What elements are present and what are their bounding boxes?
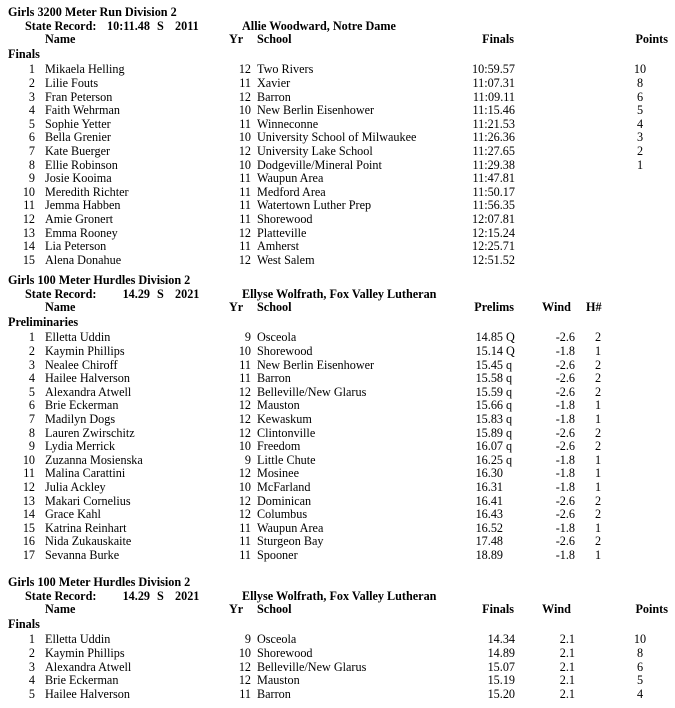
result-yr: 12 <box>238 89 251 104</box>
result-wind: -2.6 <box>555 330 575 345</box>
result-wind: -2.6 <box>555 534 575 549</box>
result-place: 3 <box>28 89 35 104</box>
header-mark: Finals <box>482 32 514 47</box>
result-name: Elletta Uddin <box>45 330 111 345</box>
result-school: Mosinee <box>257 466 299 481</box>
result-name: Lauren Zwirschitz <box>45 425 135 440</box>
result-name: Ellie Robinson <box>45 157 118 172</box>
result-wind: -1.8 <box>555 480 575 494</box>
result-mark: 16.25 <box>475 452 503 467</box>
result-place: 9 <box>28 439 35 454</box>
result-name: Meredith Richter <box>45 184 129 199</box>
result-wind: 2.1 <box>559 632 575 647</box>
result-yr: 10 <box>238 130 251 145</box>
result-qualifier: q <box>506 384 513 399</box>
result-mark: 16.41 <box>475 493 503 508</box>
result-heat: 1 <box>594 480 602 494</box>
result-mark: 11:09.11 <box>472 89 515 104</box>
result-yr: 12 <box>238 384 251 399</box>
result-mark: 15.07 <box>487 659 515 674</box>
result-name: Kaymin Phillips <box>45 344 125 358</box>
result-mark: 15.45 <box>475 357 503 372</box>
result-name: Makari Cornelius <box>45 493 131 508</box>
result-place: 10 <box>22 452 35 467</box>
result-name: Brie Eckerman <box>45 398 119 413</box>
result-name: Mikaela Helling <box>45 62 125 77</box>
result-heat: 2 <box>594 425 602 440</box>
result-mark: 16.31 <box>475 480 503 494</box>
result-place: 2 <box>28 646 35 660</box>
result-name: Hailee Halverson <box>45 371 130 386</box>
header-name: Name <box>45 32 76 47</box>
result-qualifier <box>506 521 518 535</box>
result-points <box>625 239 655 253</box>
result-points <box>625 171 655 185</box>
result-yr: 11 <box>239 520 251 535</box>
record-time: 14.29 <box>122 588 150 603</box>
round-label: Preliminaries <box>8 314 79 329</box>
result-yr: 11 <box>239 171 251 186</box>
result-name: Bella Grenier <box>45 130 111 145</box>
result-yr: 11 <box>239 534 251 549</box>
result-qualifier: q <box>506 425 513 440</box>
result-qualifier: Q <box>506 344 515 358</box>
record-label: State Record: <box>25 18 97 33</box>
record-flag: S <box>157 18 164 33</box>
header-mark: Finals <box>482 602 514 617</box>
header-mark: Prelims <box>474 300 514 315</box>
result-mark: 12:51.52 <box>472 252 515 267</box>
header-wind: Wind <box>542 300 571 315</box>
result-school: Amherst <box>257 239 299 254</box>
result-wind: -2.6 <box>555 371 575 386</box>
event-title: Girls 100 Meter Hurdles Division 2 <box>8 273 191 287</box>
result-name: Kaymin Phillips <box>45 646 125 660</box>
result-yr: 11 <box>239 239 251 254</box>
result-wind: 2.1 <box>559 686 575 701</box>
result-mark: 16.07 <box>475 439 503 454</box>
result-wind: -1.8 <box>555 412 575 426</box>
result-yr: 10 <box>238 157 251 172</box>
result-yr: 12 <box>238 493 251 508</box>
result-place: 15 <box>22 252 35 267</box>
result-mark: 17.48 <box>475 534 503 549</box>
result-school: Dodgeville/Mineral Point <box>257 157 382 172</box>
result-mark: 15.19 <box>487 673 515 688</box>
result-place: 5 <box>28 384 35 399</box>
result-mark: 15.20 <box>487 686 515 701</box>
record-holder: Allie Woodward, Notre Dame <box>242 18 396 33</box>
result-wind: -2.6 <box>555 493 575 508</box>
record-holder: Ellyse Wolfrath, Fox Valley Lutheran <box>242 286 437 301</box>
result-school: Dominican <box>257 493 312 508</box>
result-yr: 12 <box>238 425 251 440</box>
result-school: Clintonville <box>257 425 316 440</box>
result-heat: 2 <box>594 534 602 549</box>
result-place: 11 <box>23 198 35 213</box>
result-name: Katrina Reinhart <box>45 520 127 535</box>
result-wind: -2.6 <box>555 357 575 372</box>
header-points: Points <box>635 32 668 47</box>
result-mark: 12:07.81 <box>472 212 515 226</box>
result-place: 4 <box>28 103 35 118</box>
result-mark: 11:21.53 <box>472 116 515 131</box>
result-wind: -2.6 <box>555 384 575 399</box>
result-points: 5 <box>636 103 644 118</box>
result-name: Lilie Fouts <box>45 76 99 90</box>
result-place: 12 <box>22 212 35 226</box>
result-mark: 16.43 <box>475 507 503 522</box>
result-points: 2 <box>636 144 644 158</box>
result-school: Waupun Area <box>257 520 324 535</box>
result-heat: 2 <box>594 507 602 522</box>
result-heat: 1 <box>594 520 602 535</box>
result-name: Julia Ackley <box>45 480 106 494</box>
result-place: 7 <box>28 412 35 426</box>
result-name: Josie Kooima <box>45 171 112 186</box>
result-wind: -1.8 <box>555 344 575 358</box>
result-place: 3 <box>28 357 35 372</box>
result-wind: -2.6 <box>555 507 575 522</box>
result-wind: -2.6 <box>555 439 575 454</box>
record-label: State Record: <box>25 588 97 603</box>
result-qualifier <box>506 548 518 562</box>
result-place: 7 <box>28 144 35 158</box>
result-school: Sturgeon Bay <box>257 534 324 549</box>
result-qualifier: q <box>506 398 513 413</box>
result-yr: 11 <box>239 357 251 372</box>
result-mark: 16.52 <box>475 520 503 535</box>
result-heat: 1 <box>594 344 602 358</box>
result-school: Shorewood <box>257 646 313 660</box>
result-mark: 12:25.71 <box>472 239 515 254</box>
header-yr: Yr <box>229 300 244 315</box>
result-points: 6 <box>636 89 644 104</box>
result-mark: 14.34 <box>487 632 515 647</box>
record-time: 14.29 <box>122 286 150 301</box>
result-school: University Lake School <box>257 144 373 158</box>
result-points <box>625 198 655 212</box>
result-heat: 1 <box>594 548 602 562</box>
header-heat: H# <box>586 300 602 315</box>
result-place: 4 <box>28 371 35 386</box>
record-holder: Ellyse Wolfrath, Fox Valley Lutheran <box>242 588 437 603</box>
result-mark: 15.66 <box>475 398 503 413</box>
record-time: 10:11.48 <box>107 18 150 33</box>
result-place: 4 <box>28 673 35 688</box>
result-mark: 15.83 <box>475 412 503 426</box>
header-points: Points <box>635 602 668 617</box>
result-place: 15 <box>22 520 35 535</box>
result-heat: 1 <box>594 452 602 467</box>
result-school: Medford Area <box>257 184 326 199</box>
result-place: 6 <box>28 130 35 145</box>
result-points <box>625 212 655 226</box>
result-mark: 11:27.65 <box>472 144 515 158</box>
result-place: 1 <box>28 632 35 647</box>
result-school: Kewaskum <box>257 412 312 426</box>
result-heat: 2 <box>594 493 602 508</box>
result-place: 8 <box>28 425 35 440</box>
result-name: Alexandra Atwell <box>45 384 132 399</box>
result-heat: 2 <box>594 371 602 386</box>
result-heat: 2 <box>594 357 602 372</box>
result-mark: 12:15.24 <box>472 225 515 240</box>
header-wind: Wind <box>542 602 571 617</box>
result-name: Nida Zukauskaite <box>45 534 132 549</box>
result-yr: 12 <box>238 398 251 413</box>
record-year: 2011 <box>175 18 199 33</box>
result-name: Malina Carattini <box>45 466 126 481</box>
result-place: 5 <box>28 116 35 131</box>
result-school: New Berlin Eisenhower <box>257 357 375 372</box>
result-school: McFarland <box>257 480 311 494</box>
result-mark: 11:56.35 <box>472 198 515 213</box>
result-heat: 2 <box>594 384 602 399</box>
record-flag: S <box>157 588 164 603</box>
result-wind: -1.8 <box>555 452 575 467</box>
result-yr: 12 <box>238 673 251 688</box>
result-school: Two Rivers <box>257 62 314 77</box>
result-place: 11 <box>23 466 35 481</box>
result-place: 8 <box>28 157 35 172</box>
result-school: University School of Milwaukee <box>257 130 417 145</box>
result-school: Shorewood <box>257 344 313 358</box>
result-school: Barron <box>257 89 291 104</box>
result-heat: 1 <box>594 466 602 481</box>
result-heat: 1 <box>594 412 602 426</box>
result-yr: 10 <box>238 646 251 660</box>
result-school: Barron <box>257 686 291 701</box>
result-points: 8 <box>636 76 644 90</box>
result-yr: 12 <box>238 659 251 674</box>
result-mark: 11:47.81 <box>472 171 515 186</box>
result-name: Kate Buerger <box>45 144 111 158</box>
record-year: 2021 <box>175 588 200 603</box>
result-place: 1 <box>28 62 35 77</box>
record-year: 2021 <box>175 286 200 301</box>
result-name: Alena Donahue <box>45 252 122 267</box>
header-yr: Yr <box>229 602 244 617</box>
event-title: Girls 100 Meter Hurdles Division 2 <box>8 575 191 589</box>
result-yr: 10 <box>238 439 251 454</box>
result-mark: 15.89 <box>475 425 503 440</box>
result-yr: 10 <box>238 103 251 118</box>
result-yr: 11 <box>239 184 251 199</box>
result-mark: 10:59.57 <box>472 62 515 77</box>
round-label: Finals <box>8 616 40 631</box>
result-name: Alexandra Atwell <box>45 659 132 674</box>
header-school: School <box>257 602 292 617</box>
header-school: School <box>257 300 292 315</box>
result-school: Watertown Luther Prep <box>257 198 372 213</box>
result-qualifier <box>506 507 518 521</box>
result-place: 14 <box>22 507 35 522</box>
result-name: Fran Peterson <box>45 89 113 104</box>
result-yr: 11 <box>239 116 251 131</box>
result-name: Madilyn Dogs <box>45 412 116 426</box>
result-wind: 2.1 <box>559 659 575 674</box>
result-qualifier: Q <box>506 330 515 345</box>
result-place: 10 <box>22 184 35 199</box>
result-yr: 9 <box>244 452 251 467</box>
result-name: Jemma Habben <box>45 198 121 213</box>
result-name: Faith Wehrman <box>45 103 120 118</box>
result-name: Emma Rooney <box>45 225 118 240</box>
record-label: State Record: <box>25 286 97 301</box>
result-yr: 9 <box>244 632 251 647</box>
result-points: 10 <box>633 632 647 647</box>
result-points: 8 <box>636 646 644 660</box>
result-place: 13 <box>22 493 35 508</box>
result-place: 2 <box>28 76 35 90</box>
result-wind: -1.8 <box>555 520 575 535</box>
result-yr: 11 <box>239 76 251 90</box>
result-school: Osceola <box>257 632 297 647</box>
result-wind: -1.8 <box>555 398 575 413</box>
result-qualifier <box>506 466 518 480</box>
result-yr: 10 <box>238 480 251 494</box>
result-school: Waupun Area <box>257 171 324 186</box>
result-place: 16 <box>22 534 35 549</box>
result-place: 9 <box>28 171 35 186</box>
header-name: Name <box>45 602 76 617</box>
result-heat: 2 <box>594 330 602 345</box>
result-school: Freedom <box>257 439 301 454</box>
result-points: 3 <box>636 130 644 145</box>
result-points <box>625 253 655 267</box>
result-yr: 12 <box>238 225 251 240</box>
header-name: Name <box>45 300 76 315</box>
result-points: 10 <box>633 62 647 77</box>
result-points: 4 <box>636 116 644 131</box>
result-wind: 2.1 <box>559 673 575 688</box>
result-name: Elletta Uddin <box>45 632 111 647</box>
result-mark: 14.85 <box>475 330 503 345</box>
result-place: 3 <box>28 659 35 674</box>
result-yr: 12 <box>238 144 251 158</box>
event-title: Girls 3200 Meter Run Division 2 <box>8 5 177 19</box>
result-mark: 14.89 <box>487 646 515 660</box>
result-name: Amie Gronert <box>45 212 114 226</box>
result-mark: 15.14 <box>475 344 503 358</box>
result-school: Platteville <box>257 225 307 240</box>
result-points: 6 <box>636 659 644 674</box>
result-school: Little Chute <box>257 452 316 467</box>
result-yr: 12 <box>238 412 251 426</box>
result-heat: 2 <box>594 439 602 454</box>
result-qualifier: q <box>506 439 513 454</box>
result-mark: 18.89 <box>475 548 503 562</box>
result-qualifier <box>506 480 518 494</box>
result-school: Spooner <box>257 548 298 562</box>
result-place: 2 <box>28 344 35 358</box>
result-yr: 12 <box>238 466 251 481</box>
result-place: 6 <box>28 398 35 413</box>
result-name: Nealee Chiroff <box>45 357 118 372</box>
result-wind: 2.1 <box>559 646 575 660</box>
result-place: 13 <box>22 225 35 240</box>
result-mark: 15.58 <box>475 371 503 386</box>
result-place: 14 <box>22 239 35 254</box>
result-place: 5 <box>28 686 35 701</box>
result-yr: 12 <box>238 507 251 522</box>
result-school: New Berlin Eisenhower <box>257 103 375 118</box>
record-flag: S <box>157 286 164 301</box>
result-qualifier: q <box>506 452 513 467</box>
result-yr: 11 <box>239 371 251 386</box>
result-name: Sophie Yetter <box>45 116 111 131</box>
result-yr: 11 <box>239 198 251 213</box>
result-points <box>625 226 655 240</box>
result-qualifier: q <box>506 412 513 426</box>
result-place: 12 <box>22 480 35 494</box>
result-mark: 11:29.38 <box>472 157 515 172</box>
header-school: School <box>257 32 292 47</box>
round-label: Finals <box>8 46 40 61</box>
result-mark: 16.30 <box>475 466 503 481</box>
result-school: Mauston <box>257 673 300 688</box>
result-yr: 12 <box>238 252 251 267</box>
result-school: Osceola <box>257 330 297 345</box>
result-yr: 11 <box>239 212 251 226</box>
result-yr: 12 <box>238 62 251 77</box>
result-mark: 11:07.31 <box>472 76 515 90</box>
result-mark: 11:15.46 <box>472 103 515 118</box>
result-yr: 11 <box>239 548 251 562</box>
result-yr: 10 <box>238 344 251 358</box>
result-mark: 11:26.36 <box>472 130 515 145</box>
result-place: 1 <box>28 330 35 345</box>
result-school: West Salem <box>257 252 315 267</box>
result-name: Zuzanna Mosienska <box>45 452 143 467</box>
result-school: Belleville/New Glarus <box>257 659 367 674</box>
result-wind: -1.8 <box>555 466 575 481</box>
result-qualifier <box>506 534 518 548</box>
result-school: Barron <box>257 371 291 386</box>
result-wind: -1.8 <box>555 548 575 562</box>
result-yr: 9 <box>244 330 251 345</box>
result-points: 4 <box>636 686 644 701</box>
result-mark: 15.59 <box>475 384 503 399</box>
result-heat: 1 <box>594 398 602 413</box>
result-school: Shorewood <box>257 212 313 226</box>
result-school: Xavier <box>257 76 291 90</box>
result-points: 1 <box>636 157 644 172</box>
result-points: 5 <box>636 673 644 688</box>
result-name: Grace Kahl <box>45 507 101 522</box>
header-yr: Yr <box>229 32 244 47</box>
result-yr: 11 <box>239 686 251 701</box>
result-qualifier <box>506 494 518 508</box>
result-qualifier: q <box>506 357 513 372</box>
result-school: Columbus <box>257 507 308 522</box>
result-mark: 11:50.17 <box>472 184 515 199</box>
result-name: Lia Peterson <box>45 239 107 254</box>
result-wind: -2.6 <box>555 425 575 440</box>
result-school: Belleville/New Glarus <box>257 384 367 399</box>
result-name: Lydia Merrick <box>45 439 116 454</box>
result-place: 17 <box>22 548 35 562</box>
result-school: Winneconne <box>257 116 319 131</box>
result-name: Sevanna Burke <box>45 548 120 562</box>
result-points <box>625 185 655 199</box>
result-school: Mauston <box>257 398 300 413</box>
result-name: Hailee Halverson <box>45 686 130 701</box>
result-qualifier: q <box>506 371 513 386</box>
result-name: Brie Eckerman <box>45 673 119 688</box>
